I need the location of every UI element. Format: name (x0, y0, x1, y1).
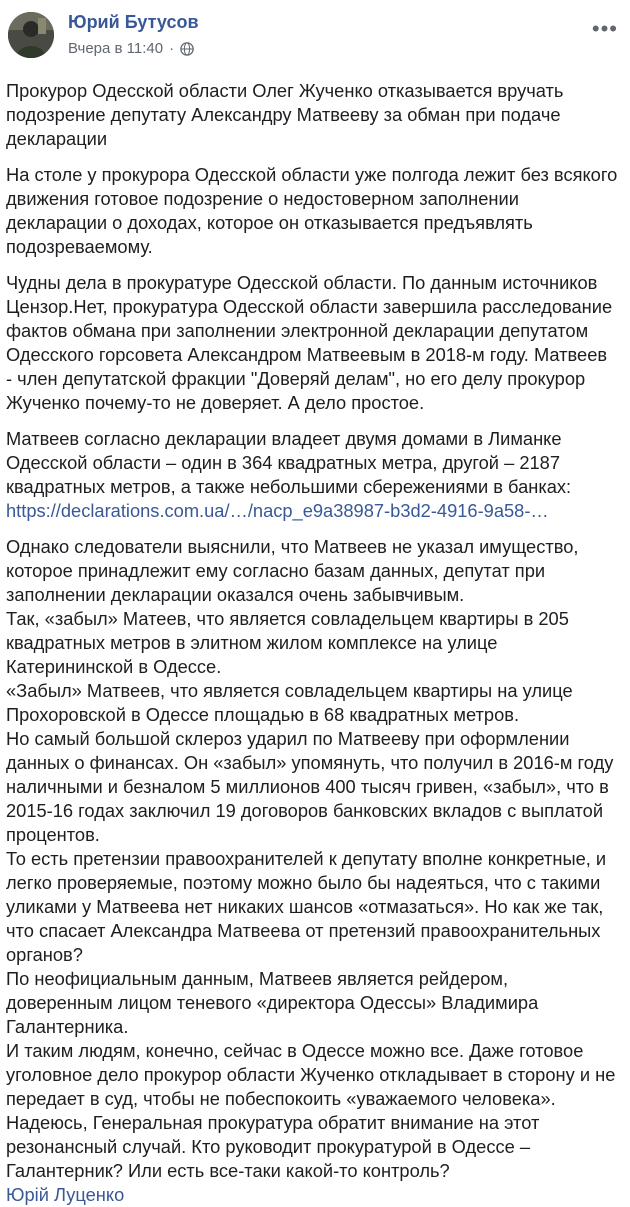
globe-icon (180, 42, 194, 56)
post-line: Надеюсь, Генеральная прокуратура обратит внимание на этот резонансный случай. Кто руководит прокуратурой в Одессе – Галантерник? Или есть все-таки какой-то контроль? (6, 1112, 540, 1181)
post-line: Так, «забыл» Матеев, что является совладельцем квартиры в 205 квадратных метров в элитном жилом комплексе на улице Катерининской в Одессе. (6, 608, 569, 677)
post-header (8, 10, 622, 62)
mention-link[interactable]: Юрій Луценко (6, 1184, 125, 1205)
post-line: Однако следователи выяснили, что Матвеев не указал имущество, которое принадлежит ему согласно базам данных, депутат при заполнении декларации оказался очень забывчивым. (6, 536, 579, 605)
post-paragraph-text: Матвеев согласно декларации владеет двумя домами в Лиманке Одесской области – один в 364 квадратных метра, другой – 2187 квадратных метров, а также небольшими сбережениями в банках: (6, 428, 572, 497)
post-paragraph (6, 427, 618, 523)
post-line: По неофициальным данным, Матвеев является рейдером, доверенным лицом теневого «директора Одессы» Владимира Галантерника. (6, 968, 539, 1037)
declaration-link[interactable]: https://declarations.com.ua/…/nacp_e9a38987-b3d2-4916-9a58-… (6, 500, 549, 521)
mention-link-wrap (6, 1183, 618, 1207)
post-paragraph: Прокурор Одесской области Олег Жученко отказывается вручать подозрение депутату Александру Матвееву за обман при подаче декларации (6, 80, 564, 149)
meta-separator: · (169, 40, 175, 57)
post-body (6, 79, 618, 1207)
post-paragraph: На столе у прокурора Одесской области уже полгода лежит без всякого движения готовое подозрение о недостоверном заполнении декларации о доходах, которое он отказывается предъявлять подозреваемому. (6, 164, 618, 257)
post-line: Но самый большой склероз ударил по Матвееву при оформлении данных о финансах. Он «забыл» упомянуть, что получил в 2016-м году наличными и безналом 5 миллионов 400 тысяч гривен, «забыл», что в 2015-16 годах заключил 19 договоров банковских вкладов с выплатой процентов. (6, 728, 614, 845)
post-line: И таким людям, конечно, сейчас в Одессе можно все. Даже готовое уголовное дело прокурор области Жученко откладывает в сторону и не передает в суд, чтобы не побеспокоить «уважаемого человека». (6, 1040, 616, 1109)
avatar-photo-icon (8, 12, 54, 58)
avatar[interactable] (8, 12, 54, 58)
more-options-icon[interactable]: ••• (591, 16, 618, 41)
post-paragraph: Чудны дела в прокуратуре Одесской области. По данным источников Цензор.Нет, прокуратура Одесской области завершила расследование фактов обмана при заполнении электронной декларации депутатом Одесского горсовета Александром Матвеевым в 2018-м году. Матвеев - член депутатской фракции "Доверяй делам", но его делу прокурор Жученко почему-то не доверяет. А дело простое. (6, 272, 613, 413)
post-meta (68, 40, 194, 57)
post-line: То есть претензии правоохранителей к депутату вполне конкретные, и легко проверяемые, поэтому можно было бы надеяться, что с такими уликами у Матвеева нет никаких шансов «отмазаться». Но как же так, что спасает Александра Матвеева от претензий правоохранительных органов? (6, 848, 607, 965)
post-timestamp[interactable]: Вчера в 11:40 (68, 40, 164, 57)
author-name[interactable]: Юрий Бутусов (68, 12, 199, 32)
post-line: «Забыл» Матвеев, что является совладельцем квартиры на улице Прохоровской в Одессе площадью в 68 квадратных метров. (6, 680, 573, 725)
